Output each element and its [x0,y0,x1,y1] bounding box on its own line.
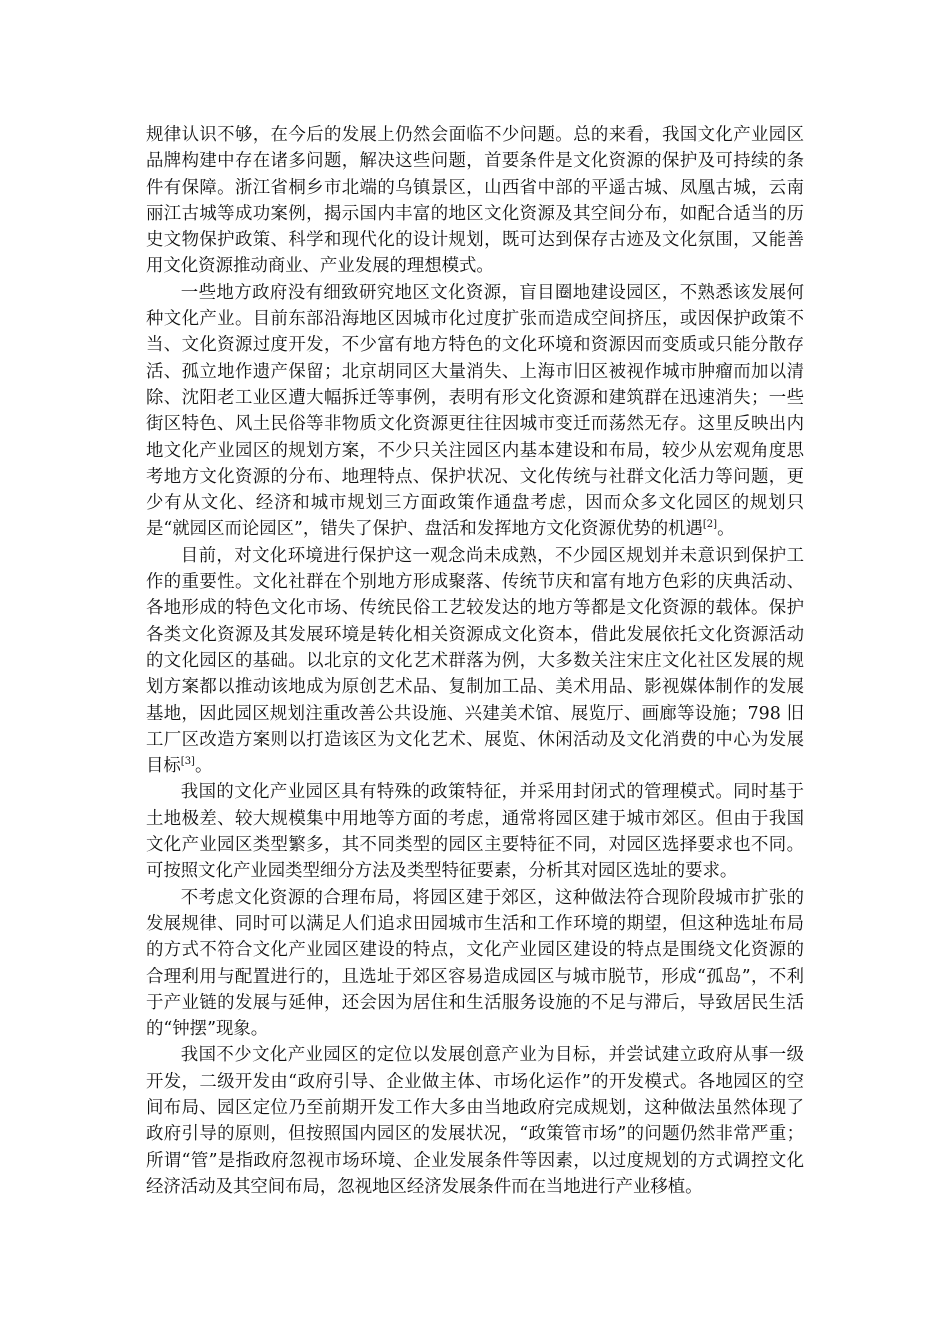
paragraph-5-text: 不考虑文化资源的合理布局，将园区建于郊区，这种做法符合现阶段城市扩张的发展规律、同时可以满足人们追求田园城市生活和工作环境的期望，但这种选址布局的方式不符合文化产业园区建设的特点，文化产业园区建设的特点是围绕文化资源的合理利用与配置进行的，且选址于郊区容易造成园区与城市脱节，形成“孤岛”，不利于产业链的发展与延伸，还会因为居住和生活服务设施的不足与滞后，导致居民生活的“钟摆”现象。 [146,887,804,1040]
paragraph-3-tail: 。 [194,756,213,777]
paragraph-3 [146,543,804,780]
paragraph-2 [146,280,804,543]
paragraph-1 [146,122,804,280]
paragraph-6 [146,1042,804,1200]
citation-2: [2] [702,519,718,531]
paragraph-4-text: 我国的文化产业园区具有特殊的政策特征，并采用封闭式的管理模式。同时基于土地极差、较大规模集中用地等方面的考虑，通常将园区建于城市郊区。但由于我国文化产业园区类型繁多，其不同类型的园区主要特征不同，对园区选择要求也不同。可按照文化产业园类型细分方法及类型特征要素，分析其对园区选址的要求。 [146,782,804,882]
paragraph-2-text: 一些地方政府没有细致研究地区文化资源，盲目圈地建设园区，不熟悉该发展何种文化产业。目前东部沿海地区因城市化过度扩张而造成空间挤压，或因保护政策不当、文化资源过度开发，不少富有地方特色的文化环境和资源因而变质或只能分散存活、孤立地作遗产保留；北京胡同区大量消失、上海市旧区被视作城市肿瘤而加以清除、沈阳老工业区遭大幅拆迁等事例，表明有形文化资源和建筑群在迅速消失；一些街区特色、风土民俗等非物质文化资源更往往因城市变迁而荡然无存。这里反映出内地文化产业园区的规划方案，不少只关注园区内基本建设和布局，较少从宏观角度思考地方文化资源的分布、地理特点、保护状况、文化传统与社群文化活力等问题，更少有从文化、经济和城市规划三方面政策作通盘考虑，因而众多文化园区的规划只是“就园区而论园区”，错失了保护、盘活和发挥地方文化资源优势的机遇 [146,282,804,540]
paragraph-2-tail: 。 [717,519,735,540]
paragraph-1-text: 规律认识不够，在今后的发展上仍然会面临不少问题。总的来看，我国文化产业园区品牌构建中存在诸多问题，解决这些问题，首要条件是文化资源的保护及可持续的条件有保障。浙江省桐乡市北端的乌镇景区，山西省中部的平遥古城、凤凰古城，云南丽江古城等成功案例，揭示国内丰富的地区文化资源及其空间分布，如配合适当的历史文物保护政策、科学和现代化的设计规划，既可达到保存古迹及文化氛围，又能善用文化资源推动商业、产业发展的理想模式。 [146,125,804,277]
citation-3: [3] [180,756,195,768]
paragraph-4 [146,779,804,884]
paragraph-3-text: 目前，对文化环境进行保护这一观念尚未成熟，不少园区规划并未意识到保护工作的重要性。文化社群在个别地方形成聚落、传统节庆和富有地方色彩的庆典活动、各地形成的特色文化市场、传统民俗工艺较发达的地方等都是文化资源的载体。保护各类文化资源及其发展环境是转化相关资源成文化资本，借此发展依托文化资源活动的文化园区的基础。以北京的文化艺术群落为例，大多数关注宋庄文化社区发展的规划方案都以推动该地成为原创艺术品、复制加工品、美术用品、影视媒体制作的发展基地，因此园区规划注重改善公共设施、兴建美术馆、展览厅、画廊等设施；798 旧工厂区改造方案则以打造该区为文化艺术、展览、休闲活动及文化消费的中心为发展目标 [146,545,804,777]
document-page [146,122,804,1200]
paragraph-6-text: 我国不少文化产业园区的定位以发展创意产业为目标，并尝试建立政府从事一级开发，二级开发由“政府引导、企业做主体、市场化运作”的开发模式。各地园区的空间布局、园区定位乃至前期开发工作大多由当地政府完成规划，这种做法虽然体现了政府引导的原则，但按照国内园区的发展状况，“政策管市场”的问题仍然非常严重；所谓“管”是指政府忽视市场环境、企业发展条件等因素，以过度规划的方式调控文化经济活动及其空间布局，忽视地区经济发展条件而在当地进行产业移植。 [146,1045,804,1197]
paragraph-5 [146,885,804,1043]
